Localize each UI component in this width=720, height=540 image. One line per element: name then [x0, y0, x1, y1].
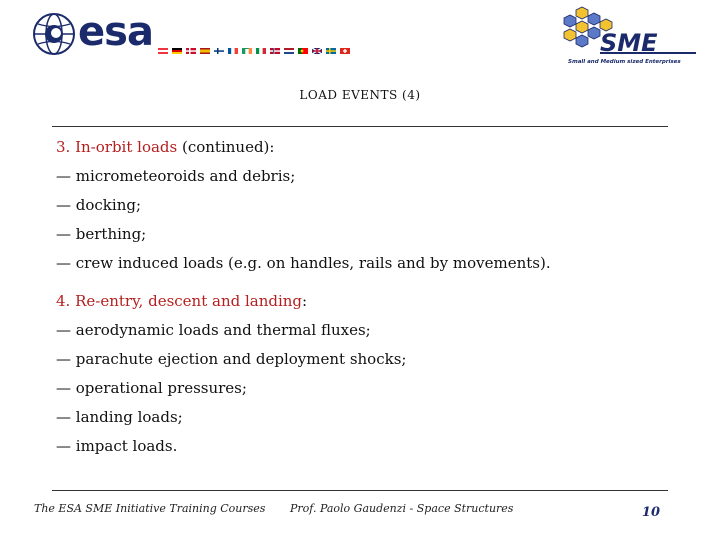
list-item: — impact loads. [56, 437, 178, 455]
sme-wordmark: SME [600, 29, 658, 57]
section-title: In-orbit loads [75, 138, 178, 156]
section-number: 4. [56, 292, 71, 310]
sme-logo [560, 6, 698, 70]
section-title-suffix: (continued): [177, 138, 275, 156]
page-number: 10 [641, 505, 660, 520]
esa-globe-icon [32, 12, 76, 56]
list-item: — micrometeoroids and debris; [56, 167, 296, 185]
section-heading [56, 138, 274, 156]
section-title: Re-entry, descent and landing [75, 292, 303, 310]
section-number: 3. [56, 138, 71, 156]
list-item: — crew induced loads (e.g. on handles, rails and by movements). [56, 254, 551, 272]
footer-course-name: The ESA SME Initiative Training Courses [34, 502, 266, 515]
list-item: — landing loads; [56, 408, 183, 426]
section-title-suffix: : [302, 292, 308, 310]
list-item: — docking; [56, 196, 142, 214]
sme-tagline: Small and Medium sized Enterprises [568, 59, 681, 65]
list-item: — berthing; [56, 225, 147, 243]
esa-wordmark: esa [78, 9, 153, 55]
esa-logo [32, 10, 162, 56]
list-item: — aerodynamic loads and thermal fluxes; [56, 321, 371, 339]
slide-title: LOAD EVENTS (4) [299, 88, 421, 102]
list-item: — parachute ejection and deployment shocks; [56, 350, 407, 368]
list-item: — operational pressures; [56, 379, 247, 397]
section-heading [56, 292, 307, 310]
flag-bar [158, 46, 388, 56]
footer-author: Prof. Paolo Gaudenzi - Space Structures [290, 502, 514, 515]
bottom-divider [52, 490, 668, 491]
top-divider [52, 126, 668, 127]
